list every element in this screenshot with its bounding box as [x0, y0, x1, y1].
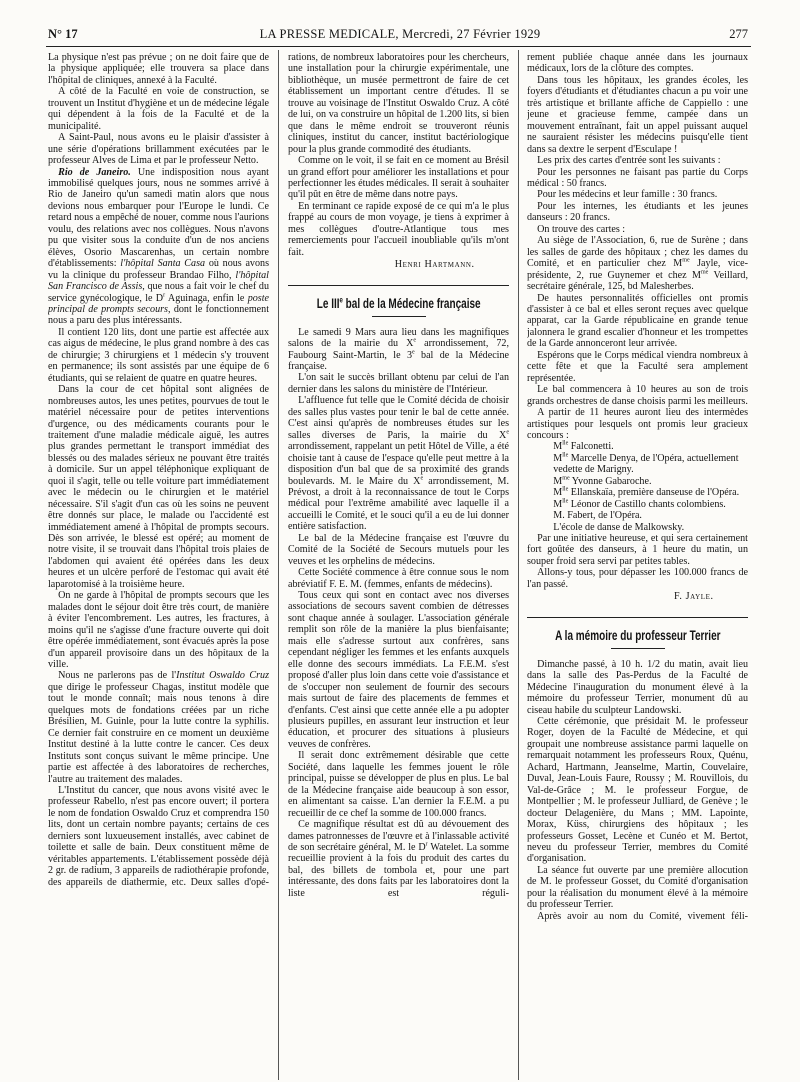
- paragraph: [527, 52, 748, 75]
- text-run: arrondissement, M. Prévost, a droit à la reconnaissance de tout le Corps médical pour l'extrême amabilité avec laquelle il a accueilli le Comité, et le souci qu'il a eu de lui donner entière satisfaction.: [288, 475, 509, 533]
- superscript-text: me: [700, 269, 709, 276]
- paragraph: [288, 201, 509, 258]
- paragraph: [288, 52, 509, 155]
- text-run: Léonor de Castillo chants colombiens.: [568, 498, 726, 510]
- paragraph: [527, 384, 748, 407]
- superscript-text: e: [420, 475, 424, 482]
- text-run: Le bal commencera à 10 heures au son de trois grands orchestres de danse choisis parmi les meilleurs.: [527, 384, 748, 407]
- paragraph: [527, 293, 748, 350]
- text-run: M: [553, 452, 563, 464]
- paragraph: [288, 372, 509, 395]
- text-run: bal de la Médecine française.: [288, 349, 509, 372]
- superscript-text: e: [412, 349, 415, 356]
- text-run: Veillard, secrétaire générale, 125, bd Malesherbes.: [527, 269, 748, 293]
- text-run: L'affluence fut telle que le Comité décida de choisir des salles plus vastes pour tenir le bal de cette année. C'est ainsi qu'après de nombreuses études sur les salles diverses de Paris, la mairie du X: [288, 395, 509, 441]
- text-run: rations, de nombreux laboratoires pour les chercheurs, une installation pour la chirurgie expérimentale, une bibliothèque, un musée permettront de faire de cet établissement un important centre d'études. Il se trouve au voisinage de l'Institut Oswaldo Cruz. A côté de lui, on va construire un hôpital de 1.200 lits, si bien que dans le même endroit se trouveront réunis cliniques, institut du cancer, institut bactériologique pour la plus grande commodité des étudiants.: [288, 52, 509, 155]
- paragraph: [527, 201, 748, 224]
- text-run: La séance fut ouverte par une première allocution de M. le professeur Gosset, du Comité d'organisation pour la réalisation du monument élevé à la mémoire du professeur Terrier.: [527, 864, 748, 911]
- paragraph: [48, 86, 269, 132]
- text-run: On ne garde à l'hôpital de prompts secours que les malades dont le séjour doit être très court, de manière à éviter l'encombrement. Les autres, les fractures, à moins qu'il ne s'agisse d'une fracture ouverte qui doit être opérée immédiatement, sont évacués après la pose d'un appareil provisoire dans un des hôpitaux de la ville.: [48, 590, 269, 671]
- column-1: [48, 52, 269, 1078]
- text-run: La physique n'est pas prévue ; on ne doit faire que de la physique appliquée; elle trouvera sa place dans l'hôpital de cliniques, annexé à la Faculté.: [48, 52, 269, 86]
- text-run: arrondissement, 72, Faubourg Saint-Martin, le 3: [288, 338, 509, 361]
- text-run: Le bal de la Médecine française est l'œuvre du Comité de la Société de Secours mutuels pour les veuves et les orphelins de médecins.: [288, 532, 509, 567]
- title-underline: [611, 648, 665, 649]
- column-2: [288, 52, 509, 1078]
- paragraph: [288, 395, 509, 532]
- superscript-text: me: [682, 257, 690, 264]
- list-item: [527, 453, 748, 476]
- text-run: M: [553, 498, 563, 510]
- section-title: [555, 628, 720, 644]
- text-run: , dont le fonctionnement nous a paru des plus intéressants.: [48, 303, 269, 327]
- text-run: Par une initiative heureuse, et qui sera certainement fort goûtée des danseurs, à 1 heure du matin, un souper froid sera servi par petites tables.: [527, 533, 748, 567]
- superscript-text: lle: [562, 498, 569, 505]
- text-run: Jayle, vice-présidente, 2, rue Guynemer et chez M: [527, 258, 748, 281]
- text-run: Dans tous les hôpitaux, les grandes écoles, les foyers d'étudiants et d'étudiantes chacun a pu voir une très artistique et brillante affiche de Cappiello : une jeune et gracieuse femme, campée dans un mouvement entraînant, fait un appel puissant auquel ne sauraient résister les médecins puisqu'elle tient dans sa dextre le serpent d'Esculape !: [527, 74, 748, 155]
- italic-text: Institut Oswaldo Cruz: [176, 670, 269, 682]
- paragraph: [288, 567, 509, 590]
- title-underline: [372, 316, 426, 317]
- superscript-text: lle: [562, 441, 569, 448]
- text-run: Pour les médecins et leur famille : 30 francs.: [537, 189, 718, 201]
- paragraph: [48, 327, 269, 384]
- header-rule: [46, 46, 751, 47]
- superscript-text: e: [413, 337, 417, 344]
- text-run: Le samedi 9 Mars aura lieu dans les magnifiques salons de la mairie du X: [288, 326, 509, 350]
- text-run: L'Institut du cancer, que nous avons visité avec le professeur Rabello, n'est pas encore ouvert; il portera le nom de fondation Oswaldo Cruz et comprendra 150 lits, dont un certain nombre payants; certains de ces derniers sont luxueusement installés, avec cabinet de toilette et salle de bain. Deux constituent même de véritables appartements. L'établissement possède déjà 2 gr. de radium, 3 appareils de radiothérapie profonde, des appareils de diathermie, etc. Deux salles d'opé-: [48, 785, 269, 888]
- text-run: Marcelle Denya, de l'Opéra, actuellement vedette de Marigny.: [553, 452, 739, 476]
- text-run: arrondissement, rappelant un petit Hôtel de Ville, a été choisie tant à cause de l'espace qu'elle peut mettre à la disposition d'un bal que de sa proximité des grands boulevards. M. le Maire du X: [288, 441, 509, 487]
- text-run: que dirige le professeur Chagas, institut modèle que tout le monde connaît; mais nous tenons à dire quelques mots de fondations créées par un riche Brésilien, M. Guinle, pour la lutte contre la syphilis. Ce dernier fait construire en ce moment un deuxième Institut destiné à la lutte contre le cancer. Ces deux Instituts sont conçus suivant le même principe. Une partie est affectée à des laboratoires de recherches, l'autre au traitement des malades.: [48, 681, 269, 785]
- paragraph: [527, 75, 748, 155]
- section-title-row: [288, 296, 509, 312]
- paragraph: [527, 911, 748, 922]
- paragraph: [527, 533, 748, 567]
- text-run: Ce magnifique résultat est dû au dévouement des dames patronnesses de l'œuvre et à l'inlassable activité de son secrétaire général, M. le D: [288, 819, 509, 853]
- paragraph: [48, 590, 269, 670]
- text-run: M: [553, 475, 563, 487]
- text-run: Nous ne parlerons pas de l': [58, 670, 177, 682]
- superscript-text: e: [339, 295, 343, 305]
- paragraph: [527, 350, 748, 384]
- text-run: Espérons que le Corps médical viendra nombreux à cette fête et que la Faculté sera amplement représentée.: [527, 349, 748, 384]
- text-run: Pour les internes, les étudiants et les jeunes danseurs : 20 francs.: [527, 200, 748, 224]
- list-item: [527, 441, 748, 452]
- text-run: Aguinaga, enfin le: [165, 292, 248, 304]
- text-run: Au siège de l'Association, 6, rue de Surène ; dans les salles de garde des hôpitaux ; chez les dames du Comité, et en particulier chez M: [527, 235, 748, 270]
- superscript-text: lle: [562, 452, 569, 459]
- paragraph: [288, 327, 509, 373]
- paragraph: [527, 567, 748, 590]
- text-run: L'école de danse de Malkowsky.: [553, 521, 685, 533]
- paragraph: [288, 819, 509, 899]
- text-run: Le III: [316, 295, 340, 311]
- text-run: Ellanskaïa, première danseuse de l'Opéra.: [568, 487, 740, 499]
- text-run: Watelet. La somme recueillie provient à la fois du produit des cartes du bal, des billets de tombola et, pour une part intéressante, des dons faits par les laboratoires dont la liste est réguli-: [288, 842, 509, 899]
- text-run: En terminant ce rapide exposé de ce qui m'a le plus frappé au cours de mon voyage, je tiens à exprimer à mes collègues d'outre-Atlantique tous mes remerciements pour l'accueil inoubliable qu'ils m'ont fait.: [288, 200, 509, 258]
- superscript-text: me: [562, 475, 570, 482]
- italic-text: poste principal de prompts secours: [48, 292, 269, 315]
- text-run: L'on sait le succès brillant obtenu par celui de l'an dernier dans les salons du ministère de l'Intérieur.: [288, 372, 509, 395]
- superscript-text: e: [506, 429, 509, 436]
- issue-number: N° 17: [48, 27, 78, 41]
- section-title-row: [527, 628, 748, 644]
- text-run: Cette Société commence à être connue sous le nom abréviatif F. E. M. (femmes, enfants de médecins).: [288, 567, 509, 590]
- text-run: où nous avons vu la clinique du professeur Brandao Filho,: [48, 258, 269, 281]
- text-run: Il contient 120 lits, dont une partie est affectée aux cas aigus de médecine, le plus grand nombre à des cas de chirurgie; 3 chirurgiens et 1 médecin s'y trouvent en permanence; ils sont assistés par une équipe de 6 étudiants, qui se relaient de quatre en quatre heures.: [48, 326, 269, 384]
- paragraph: [48, 670, 269, 785]
- text-run: Une indisposition nous ayant immobilisé quelques jours, nous ne sommes arrivé à Rio de Janeiro qu'un samedi matin alors que nous devions nous embarquer pour l'Europe le lundi. Ce retard nous a empêché de nouer, comme nous l'aurions voulu, des relations avec nos collègues. Nous n'avons pu que visiter sous la conduite d'un de nos anciens élèves, Osorio Mascarenhas, un certain nombre d'établissements:: [48, 166, 269, 270]
- text-run: Falconetti.: [568, 441, 614, 453]
- section-heading: [527, 617, 748, 649]
- text-run: Dimanche passé, à 10 h. 1/2 du matin, avait lieu dans la salle des Pas-Perdus de la Faculté de Médecine l'inauguration du monument élevé à la mémoire du professeur Terrier, monument dû au ciseau habile du sculpteur Landowski.: [527, 658, 748, 716]
- list-item: [527, 499, 748, 510]
- superscript-text: lle: [562, 486, 569, 493]
- text-run: , que nous a fait voir le chef du service gynécologique, le D: [48, 281, 269, 304]
- text-run: De hautes personnalités officielles ont promis d'assister à ce bal et elles seront reçues avec quelque apparat, car la Garde républicaine en grande tenue jalonnera le grand escalier d'honneur et les trompettes de la Garde annonceront leur arrivée.: [527, 292, 748, 350]
- paragraph: [527, 155, 748, 166]
- list-item: [527, 487, 748, 498]
- text-run: Yvonne Gabaroche.: [569, 475, 652, 487]
- text-run: Allons-y tous, pour dépasser les 100.000 francs de l'an passé.: [527, 567, 748, 590]
- paragraph: [48, 52, 269, 86]
- page-number: 277: [729, 27, 748, 41]
- paragraph: [527, 659, 748, 716]
- paragraph: [288, 155, 509, 201]
- text-run: Après avoir au nom du Comité, vivement féli-: [537, 910, 748, 922]
- column-divider: [518, 50, 519, 1080]
- paragraph: [48, 785, 269, 888]
- bold-italic-text: Rio de Janeiro.: [58, 166, 131, 178]
- paragraph: [527, 716, 748, 865]
- paragraph: [48, 167, 269, 327]
- text-run: Pour les personnes ne faisant pas partie du Corps médical : 50 francs.: [527, 166, 748, 189]
- masthead-title: LA PRESSE MEDICALE, Mercredi, 27 Février 1929: [259, 27, 541, 41]
- text-run: Tous ceux qui sont en contact avec nos diverses associations de secours savent combien de détresses sont chaque année à soulager. L'association générale remplit son rôle de la manière la plus bienfaisante; mais elle s'adresse surtout aux confrères, sans cependant négliger les femmes et les enfants auxquels elle donne des secours immédiats. La F.E.M. s'est proposé d'aller plus loin dans cette voie d'assistance et de s'occuper non seulement de fournir des secours mais surtout de faire des placements de femmes et d'enfants. C'est ainsi que cette année elle a pu adopter plusieurs pupilles, en assurant leur instruction et leur éducation, et procurer des situations à plusieurs veuves de confrères.: [288, 590, 509, 750]
- column-divider: [278, 50, 279, 1080]
- paragraph: [527, 865, 748, 911]
- paragraph: [48, 132, 269, 166]
- paragraph: [527, 235, 748, 292]
- signature: Henri Hartmann.: [394, 259, 475, 271]
- text-run: Cette cérémonie, que présidait M. le professeur Roger, doyen de la Faculté de Médecine, et qui groupait une nombreuse assistance parmi laquelle on remarquait notamment les professeurs Roux, Quénu, Achard, Hartmann, Jeanselme, Martin, Couvelaire, Duval, Jean-Louis Faure, Roussy ; M. Rouvillois, du Val-de-Grâce ; M. le professeur Forgue, de Montpellier ; M. le professeur Julliard, de Genève ; le docteur Delagenière, du Mans ; MM. Lapointe, Morax, Küss, chirurgiens des hôpitaux ; les professeurs Gosset, Lecène et Cunéo et M. Bertot, neveu du professeur Terrier, membres du Comité d'organisation.: [527, 716, 748, 865]
- text-run: On trouve des cartes :: [537, 223, 626, 235]
- text-run: A partir de 11 heures auront lieu des intermèdes artistiques pour lesquels ont promis leur gracieux concours :: [527, 407, 748, 441]
- paragraph: [527, 189, 748, 200]
- paragraph: [288, 533, 509, 567]
- list-item: [527, 510, 748, 521]
- paragraph: [288, 750, 509, 819]
- text-run: Comme on le voit, il se fait en ce moment au Brésil un grand effort pour améliorer les installations et pour perfectionner les études médicales. Il serait à souhaiter qu'il pût en être de même dans notre pays.: [288, 155, 509, 201]
- paragraph: [527, 224, 748, 235]
- text-run: A Saint-Paul, nous avons eu le plaisir d'assister à une série d'opérations brillamment exécutées par le professeur Alves de Lima et par le professeur Netto.: [48, 132, 269, 167]
- text-run: Il serait donc extrêmement désirable que cette Société, dans laquelle les femmes jouent le rôle principal, puisse se développer de plus en plus. Le bal de la Médecine française aide beaucoup à son essor, en alimentant sa caisse. L'an dernier la F.E.M. a pu recueillir de ce chef la somme de 100.000 francs.: [288, 750, 509, 819]
- column-3: [527, 52, 748, 1078]
- list-item: [527, 476, 748, 487]
- paragraph: [527, 167, 748, 190]
- superscript-text: r: [425, 841, 428, 848]
- paragraph: [527, 407, 748, 441]
- text-run: A côté de la Faculté en voie de construction, se trouvent un Institut d'hygiène et un de médecine légale qui dépendent à la fois de la Faculté et de la municipalité.: [48, 86, 269, 132]
- section-title: [317, 296, 481, 312]
- signature: F. Jayle.: [673, 591, 714, 603]
- text-run: M. Fabert, de l'Opéra.: [553, 510, 642, 522]
- superscript-text: r: [163, 292, 166, 299]
- text-run: Dans la cour de cet hôpital sont alignées de nombreuses autos, les unes petites, pourvues de tout le matériel nécessaire pour de petites interventions d'urgence, ou des médicaments courants pour le traitement d'une maladie médicale aiguë, les autres plus grandes permettant le transport immédiat des blessés ou des malades sérieux ne pouvant être traités à domicile. Sur un appel téléphonique expliquant de quoi il s'agit, telle ou telle voiture part immédiatement avec le médecin ou le chirurgien et le matériel nécessaire. S'il s'agit d'un cas où les soins ne peuvent être donnés sur place, le malade ou l'accidenté est immédiatement amené à l'hôpital de prompts secours. Dès son arrivée, le blessé est opéré; au moment de notre visite, il se trouvait dans l'hôpital trois plaies de l'abdomen qui avaient été opérées dans les deux heures et un ulcère perforé de l'estomac qui avait été laparotomisé à la troisième heure.: [48, 384, 269, 590]
- paragraph: [48, 384, 269, 590]
- text-run: bal de la Médecine française: [342, 295, 481, 311]
- text-run: rement publiée chaque année dans les journaux médicaux, lors de la clôture des comptes.: [527, 52, 748, 75]
- text-run: M: [553, 487, 563, 499]
- text-run: M: [553, 441, 563, 453]
- italic-text: l'hôpital Santa Casa: [120, 258, 206, 270]
- paragraph: [288, 590, 509, 750]
- section-heading: [288, 285, 509, 317]
- text-run: Les prix des cartes d'entrée sont les suivants :: [537, 155, 721, 167]
- text-run: A la mémoire du professeur Terrier: [554, 627, 721, 643]
- list-item: [527, 522, 748, 533]
- italic-text: l'hôpital San Francisco de Assis: [48, 269, 269, 293]
